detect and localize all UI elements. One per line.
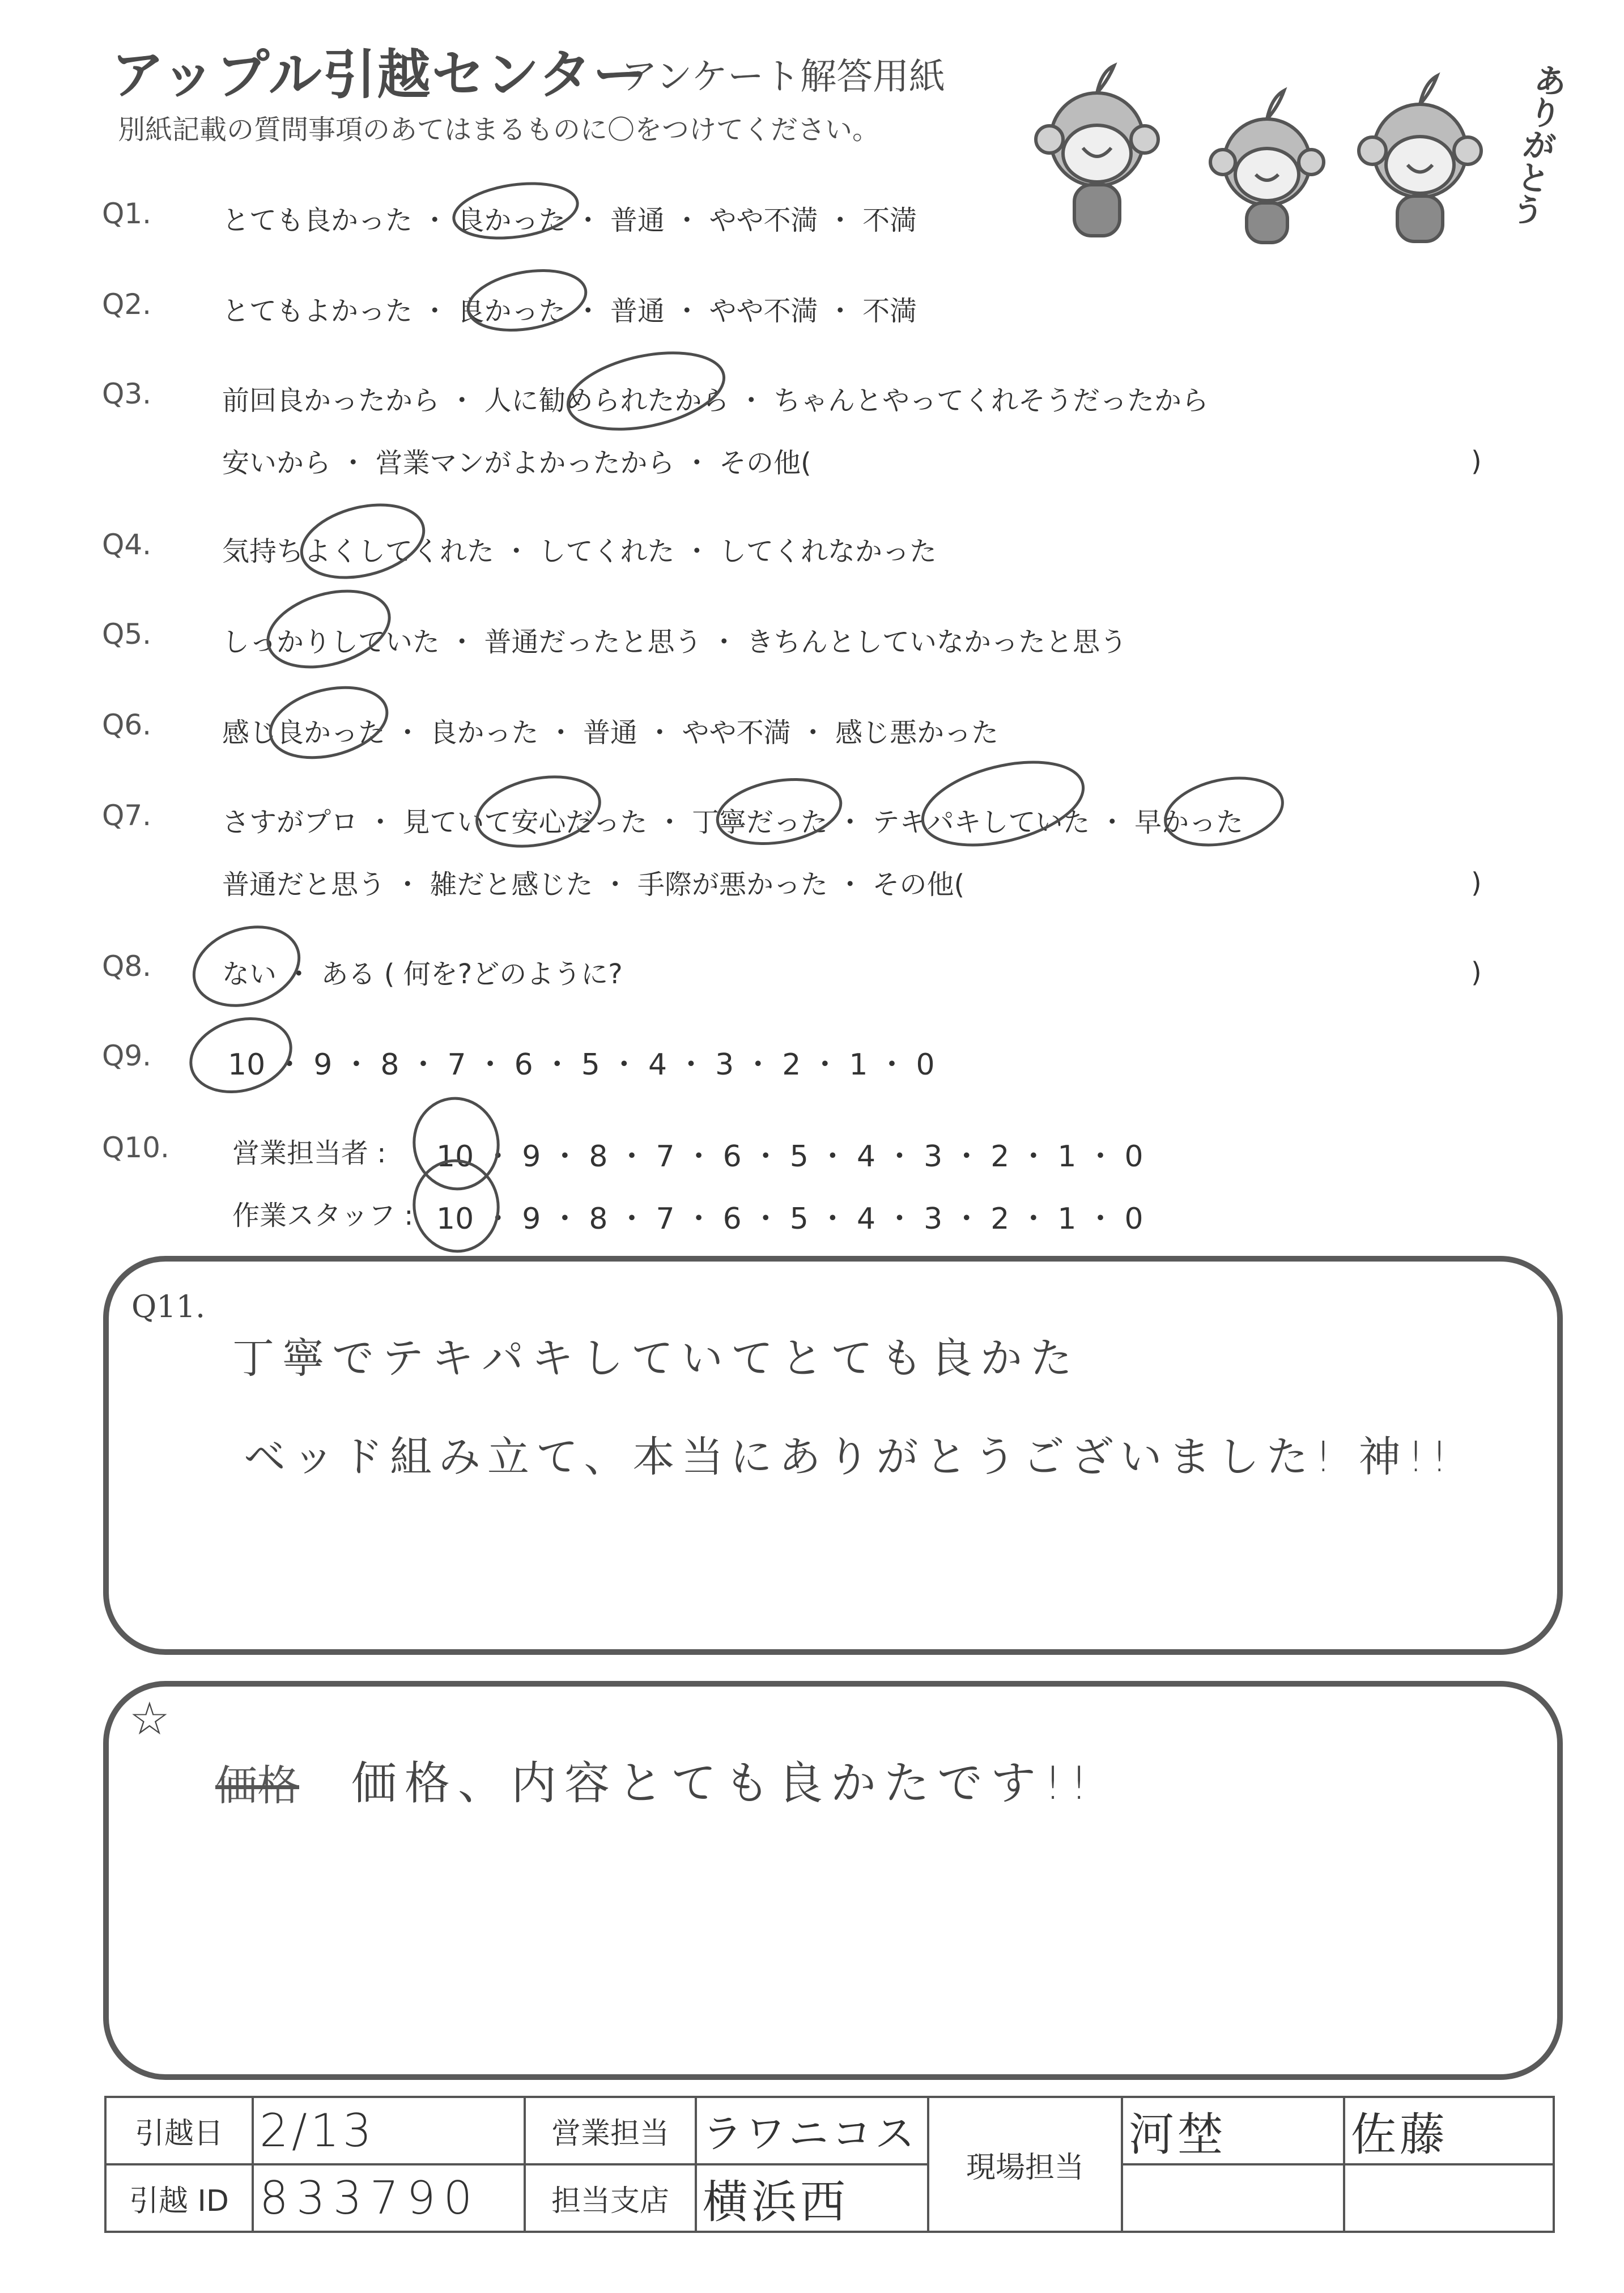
q1-options[interactable]: とても良かった ・ 良かった ・ 普通 ・ やや不満 ・ 不満 — [222, 205, 917, 236]
site-staff-empty-2[interactable] — [1344, 2164, 1554, 2232]
site-staff-value-1[interactable]: 河埜 — [1129, 2108, 1226, 2161]
q6-options[interactable]: 感じ良かった ・ 良かった ・ 普通 ・ やや不満 ・ 感じ悪かった — [222, 717, 999, 749]
q10-number: Q10. — [102, 1131, 169, 1164]
q5-options[interactable]: しっかりしていた ・ 普通だったと思う ・ きちんとしていなかったと思う — [222, 626, 1128, 658]
site-staff-label: 現場担当 — [928, 2097, 1122, 2232]
q3-options-line2[interactable]: 安いから ・ 営業マンがよかったから ・ その他( — [222, 447, 811, 479]
q9-answer-circle — [182, 1008, 299, 1103]
branch-label: 担当支店 — [525, 2164, 696, 2232]
star-comment-text: 価格、内容とても良かたです!! — [351, 1757, 1096, 1810]
q3-answer-circle — [561, 340, 731, 442]
q4-number: Q4. — [102, 528, 152, 561]
q3-number: Q3. — [102, 377, 152, 410]
move-info-table — [104, 2096, 1555, 2233]
q11-comment-line2: ベッド組み立て、本当にありがとうございました! 神!! — [244, 1433, 1455, 1481]
q1-number: Q1. — [102, 197, 152, 230]
branch-value[interactable]: 横浜西 — [703, 2176, 849, 2228]
star-struck-word: 価格 — [215, 1761, 299, 1810]
q9-scale[interactable]: 10 ・ 9 ・ 8 ・ 7 ・ 6 ・ 5 ・ 4 ・ 3 ・ 2 ・ 1 ・ 0 — [228, 1048, 935, 1082]
q5-number: Q5. — [102, 618, 152, 651]
q7-answer-circle-2 — [712, 771, 845, 853]
q11-comment-line1: 丁寧でテキパキしていてとても良かた — [232, 1334, 1080, 1383]
q7-answer-circle-4 — [1159, 768, 1289, 855]
q1-answer-circle — [450, 176, 581, 245]
q2-number: Q2. — [102, 288, 152, 321]
q4-options[interactable]: 気持ちよくしてくれた ・ してくれた ・ してくれなかった — [222, 536, 937, 567]
q7-close-paren: ) — [1471, 867, 1482, 899]
q10-staff-label: 作業スタッフ : — [232, 1200, 414, 1232]
star-comment-box[interactable] — [103, 1681, 1563, 2080]
q8-number: Q8. — [102, 950, 152, 983]
q5-answer-circle — [259, 578, 398, 680]
q7-answer-circle-3 — [914, 748, 1091, 860]
q10-staff-scale[interactable]: 10 ・ 9 ・ 8 ・ 7 ・ 6 ・ 5 ・ 4 ・ 3 ・ 2 ・ 1 ・ 0 — [436, 1202, 1143, 1236]
sales-rep-value[interactable]: ラワニコス — [703, 2111, 918, 2157]
q7-answer-circle-1 — [470, 766, 606, 856]
form-title: アンケート解答用紙 — [621, 56, 946, 98]
q8-options[interactable]: ない ・ ある ( 何を?どのように? — [222, 958, 623, 990]
q7-options-line2[interactable]: 普通だと思う ・ 雑だと感じた ・ 手際が悪かった ・ その他( — [222, 869, 965, 901]
thanks-text: ありがとう — [1503, 60, 1570, 229]
move-id-label: 引越 ID — [105, 2164, 253, 2232]
q6-number: Q6. — [102, 708, 152, 741]
q2-answer-circle — [464, 262, 590, 339]
q9-number: Q9. — [102, 1039, 152, 1072]
q8-answer-circle — [184, 914, 309, 1018]
star-icon: ☆ — [129, 1692, 170, 1745]
move-id-value[interactable]: 833790 — [260, 2172, 481, 2224]
q4-answer-circle — [294, 493, 431, 589]
q6-answer-circle — [263, 676, 394, 768]
q10-sales-label: 営業担当者 : — [232, 1137, 386, 1169]
q10-sales-scale[interactable]: 10 ・ 9 ・ 8 ・ 7 ・ 6 ・ 5 ・ 4 ・ 3 ・ 2 ・ 1 ・ 0 — [436, 1140, 1143, 1174]
move-date-value[interactable]: 2/13 — [260, 2104, 375, 2157]
site-staff-empty-1[interactable] — [1122, 2164, 1344, 2232]
sales-rep-label: 営業担当 — [525, 2097, 696, 2164]
q2-options[interactable]: とてもよかった ・ 良かった ・ 普通 ・ やや不満 ・ 不満 — [222, 295, 917, 327]
q3-options-line1[interactable]: 前回良かったから ・ 人に勧められたから ・ ちゃんとやってくれそうだったから — [222, 385, 1209, 417]
q7-options-line1[interactable]: さすがプロ ・ 見ていて安心だった ・ 丁寧だった ・ テキパキしていた ・ 早かった — [222, 806, 1244, 838]
q8-close-paren: ) — [1471, 957, 1482, 988]
instruction-text: 別紙記載の質問事項のあてはまるものに〇をつけてください。 — [118, 114, 880, 146]
q11-label: Q11. — [131, 1289, 206, 1324]
q3-close-paren: ) — [1471, 445, 1482, 477]
q7-number: Q7. — [102, 799, 152, 832]
company-name: アップル引越センター — [111, 44, 647, 106]
move-date-label: 引越日 — [105, 2097, 253, 2164]
site-staff-value-2[interactable]: 佐藤 — [1351, 2108, 1448, 2161]
